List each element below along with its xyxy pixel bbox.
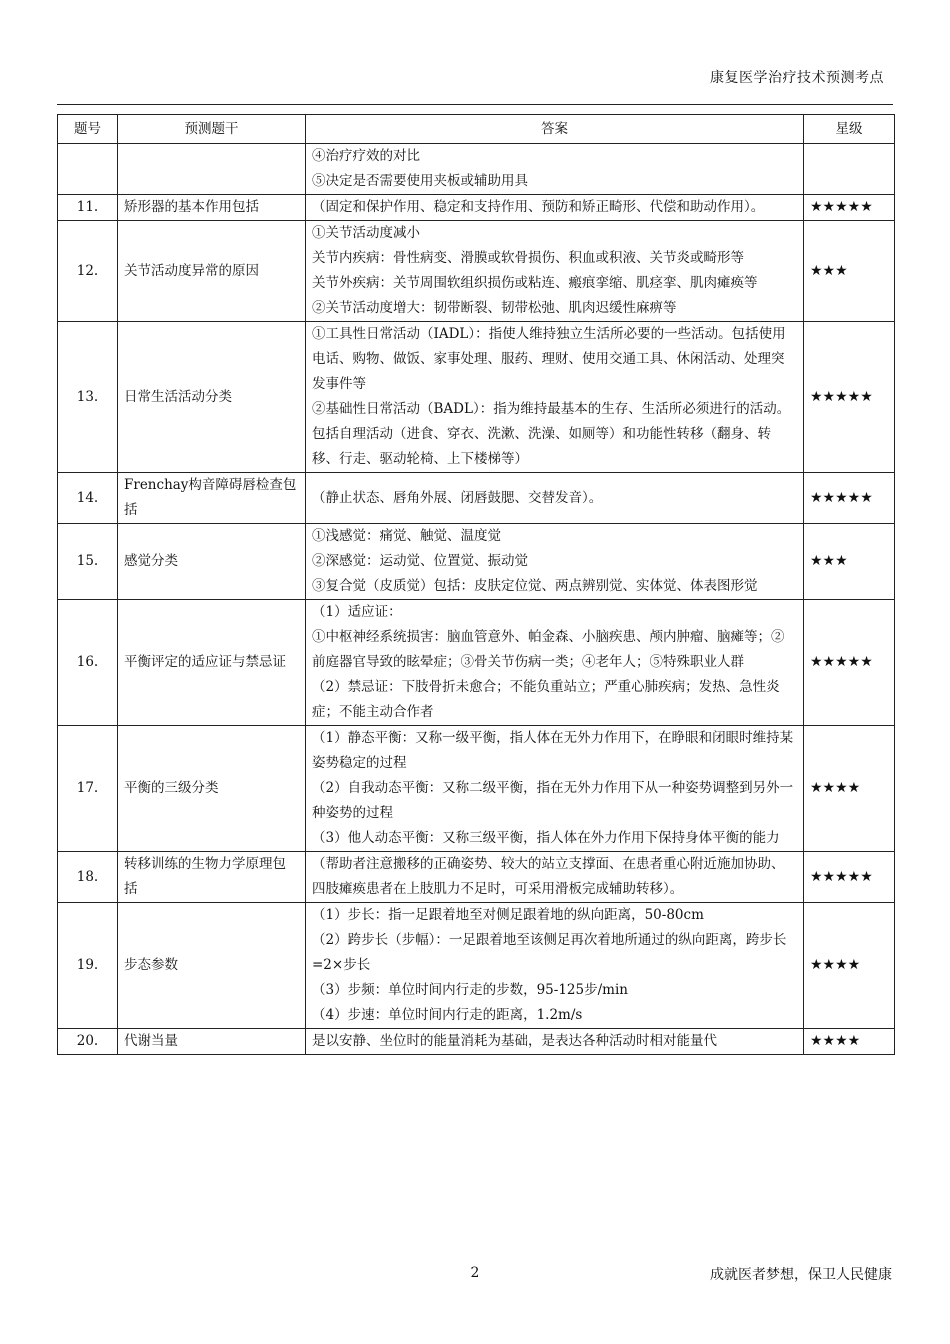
answer-line: 关节内疾病：骨性病变、滑膜或软骨损伤、积血或积液、关节炎或畸形等 <box>312 250 744 266</box>
answer-line: ①工具性日常活动（IADL）：指使人维持独立生活所必要的一些活动。包括使用电话、购物、做饭、家事处理、服药、理财、使用交通工具、休闲活动、处理突发事件等 <box>312 326 786 392</box>
table-row <box>58 144 895 195</box>
answer-line: （3）步频：单位时间内行走的步数，95-125步/min <box>312 982 628 998</box>
star-rating: ★★★★★ <box>804 600 895 726</box>
table-body <box>58 144 895 1055</box>
row-number <box>58 144 118 195</box>
answer-line: ①中枢神经系统损害：脑血管意外、帕金森、小脑疾患、颅内肿瘤、脑瘫等；②前庭器官导致的眩晕症；③骨关节伤病一类；④老年人；⑤特殊职业人群 <box>312 629 785 670</box>
answer-line: ②深感觉：运动觉、位置觉、振动觉 <box>312 553 528 569</box>
answer-cell <box>306 144 804 195</box>
table-row <box>58 322 895 473</box>
star-rating: ★★★ <box>804 221 895 322</box>
question-stem: 日常生活活动分类 <box>118 322 306 473</box>
answer-line: ⑤决定是否需要使用夹板或辅助用具 <box>312 173 528 189</box>
row-number: 11. <box>58 195 118 221</box>
row-number: 17. <box>58 726 118 852</box>
answer-line: （2）禁忌证：下肢骨折未愈合；不能负重站立；严重心肺疾病；发热、急性炎症；不能主动合作者 <box>312 679 780 720</box>
star-rating: ★★★★★ <box>804 195 895 221</box>
answer-line: （4）步速：单位时间内行走的距离，1.2m/s <box>312 1007 583 1023</box>
answer-line: （3）他人动态平衡：又称三级平衡，指人体在外力作用下保持身体平衡的能力 <box>312 830 780 846</box>
star-rating <box>804 144 895 195</box>
footer-slogan: 成就医者梦想，保卫人民健康 <box>710 1267 892 1283</box>
answer-line: （1）静态平衡：又称一级平衡，指人体在无外力作用下，在睁眼和闭眼时维持某姿势稳定的过程 <box>312 730 794 771</box>
table-row <box>58 524 895 600</box>
answer-cell <box>306 524 804 600</box>
star-rating: ★★★★ <box>804 903 895 1029</box>
answer-line: （1）适应证： <box>312 604 402 620</box>
answer-line: （2）跨步长（步幅）：一足跟着地至该侧足再次着地所通过的纵向距离，跨步长=2×步长 <box>312 932 787 973</box>
answer-cell <box>306 852 804 903</box>
question-stem <box>118 144 306 195</box>
answer-line: ①关节活动度减小 <box>312 225 420 241</box>
table-row <box>58 903 895 1029</box>
column-header-stem: 预测题干 <box>118 115 306 144</box>
answer-cell <box>306 473 804 524</box>
answer-cell <box>306 221 804 322</box>
answer-line: ②关节活动度增大：韧带断裂、韧带松弛、肌肉迟缓性麻痹等 <box>312 300 677 316</box>
answer-cell <box>306 1029 804 1055</box>
table-row <box>58 1029 895 1055</box>
table-header-row <box>58 115 895 144</box>
star-rating: ★★★★★ <box>804 473 895 524</box>
answer-cell <box>306 322 804 473</box>
row-number: 12. <box>58 221 118 322</box>
row-number: 16. <box>58 600 118 726</box>
answer-line: 关节外疾病：关节周围软组织损伤或粘连、瘢痕挛缩、肌痉挛、肌肉瘫痪等 <box>312 275 758 291</box>
star-rating: ★★★★ <box>804 1029 895 1055</box>
exam-points-table <box>57 114 895 1055</box>
table-row <box>58 195 895 221</box>
answer-line: （1）步长：指一足跟着地至对侧足跟着地的纵向距离，50-80cm <box>312 907 704 923</box>
question-stem: 代谢当量 <box>118 1029 306 1055</box>
row-number: 13. <box>58 322 118 473</box>
question-stem: 矫形器的基本作用包括 <box>118 195 306 221</box>
answer-cell <box>306 726 804 852</box>
table-row <box>58 726 895 852</box>
question-stem: Frenchay构音障碍唇检查包括 <box>118 473 306 524</box>
row-number: 14. <box>58 473 118 524</box>
column-header-answer: 答案 <box>306 115 804 144</box>
answer-line: （帮助者注意搬移的正确姿势、较大的站立支撑面、在患者重心附近施加协助、四肢瘫痪患者在上肢肌力不足时，可采用滑板完成辅助转移）。 <box>312 856 785 897</box>
question-stem: 步态参数 <box>118 903 306 1029</box>
answer-line: （固定和保护作用、稳定和支持作用、预防和矫正畸形、代偿和助动作用）。 <box>312 199 765 215</box>
table-row <box>58 473 895 524</box>
answer-cell <box>306 195 804 221</box>
star-rating: ★★★★ <box>804 726 895 852</box>
table-row <box>58 852 895 903</box>
question-stem: 关节活动度异常的原因 <box>118 221 306 322</box>
row-number: 15. <box>58 524 118 600</box>
header-title: 康复医学治疗技术预测考点 <box>710 70 884 86</box>
answer-line: ②基础性日常活动（BADL）：指为维持最基本的生存、生活所必须进行的活动。包括自理活动（进食、穿衣、洗漱、洗澡、如厕等）和功能性转移（翻身、转移、行走、驱动轮椅、上下楼梯等） <box>312 401 791 467</box>
question-stem: 平衡评定的适应证与禁忌证 <box>118 600 306 726</box>
answer-line: ④治疗疗效的对比 <box>312 148 420 164</box>
star-rating: ★★★ <box>804 524 895 600</box>
answer-line: 是以安静、坐位时的能量消耗为基础，是表达各种活动时相对能量代 <box>312 1033 717 1049</box>
page-number: 2 <box>470 1265 480 1281</box>
answer-line: ③复合觉（皮质觉）包括：皮肤定位觉、两点辨别觉、实体觉、体表图形觉 <box>312 578 758 594</box>
column-header-number: 题号 <box>58 115 118 144</box>
table-row <box>58 600 895 726</box>
question-stem: 转移训练的生物力学原理包括 <box>118 852 306 903</box>
answer-line: ①浅感觉：痛觉、触觉、温度觉 <box>312 528 501 544</box>
star-rating: ★★★★★ <box>804 852 895 903</box>
answer-line: （静止状态、唇角外展、闭唇鼓腮、交替发音）。 <box>312 489 603 506</box>
row-number: 19. <box>58 903 118 1029</box>
column-header-stars: 星级 <box>804 115 895 144</box>
row-number: 18. <box>58 852 118 903</box>
header-rule <box>57 104 893 105</box>
answer-cell <box>306 600 804 726</box>
row-number: 20. <box>58 1029 118 1055</box>
answer-cell <box>306 903 804 1029</box>
star-rating: ★★★★★ <box>804 322 895 473</box>
question-stem: 平衡的三级分类 <box>118 726 306 852</box>
question-stem: 感觉分类 <box>118 524 306 600</box>
table-row <box>58 221 895 322</box>
answer-line: （2）自我动态平衡：又称二级平衡，指在无外力作用下从一种姿势调整到另外一种姿势的过程 <box>312 780 794 821</box>
